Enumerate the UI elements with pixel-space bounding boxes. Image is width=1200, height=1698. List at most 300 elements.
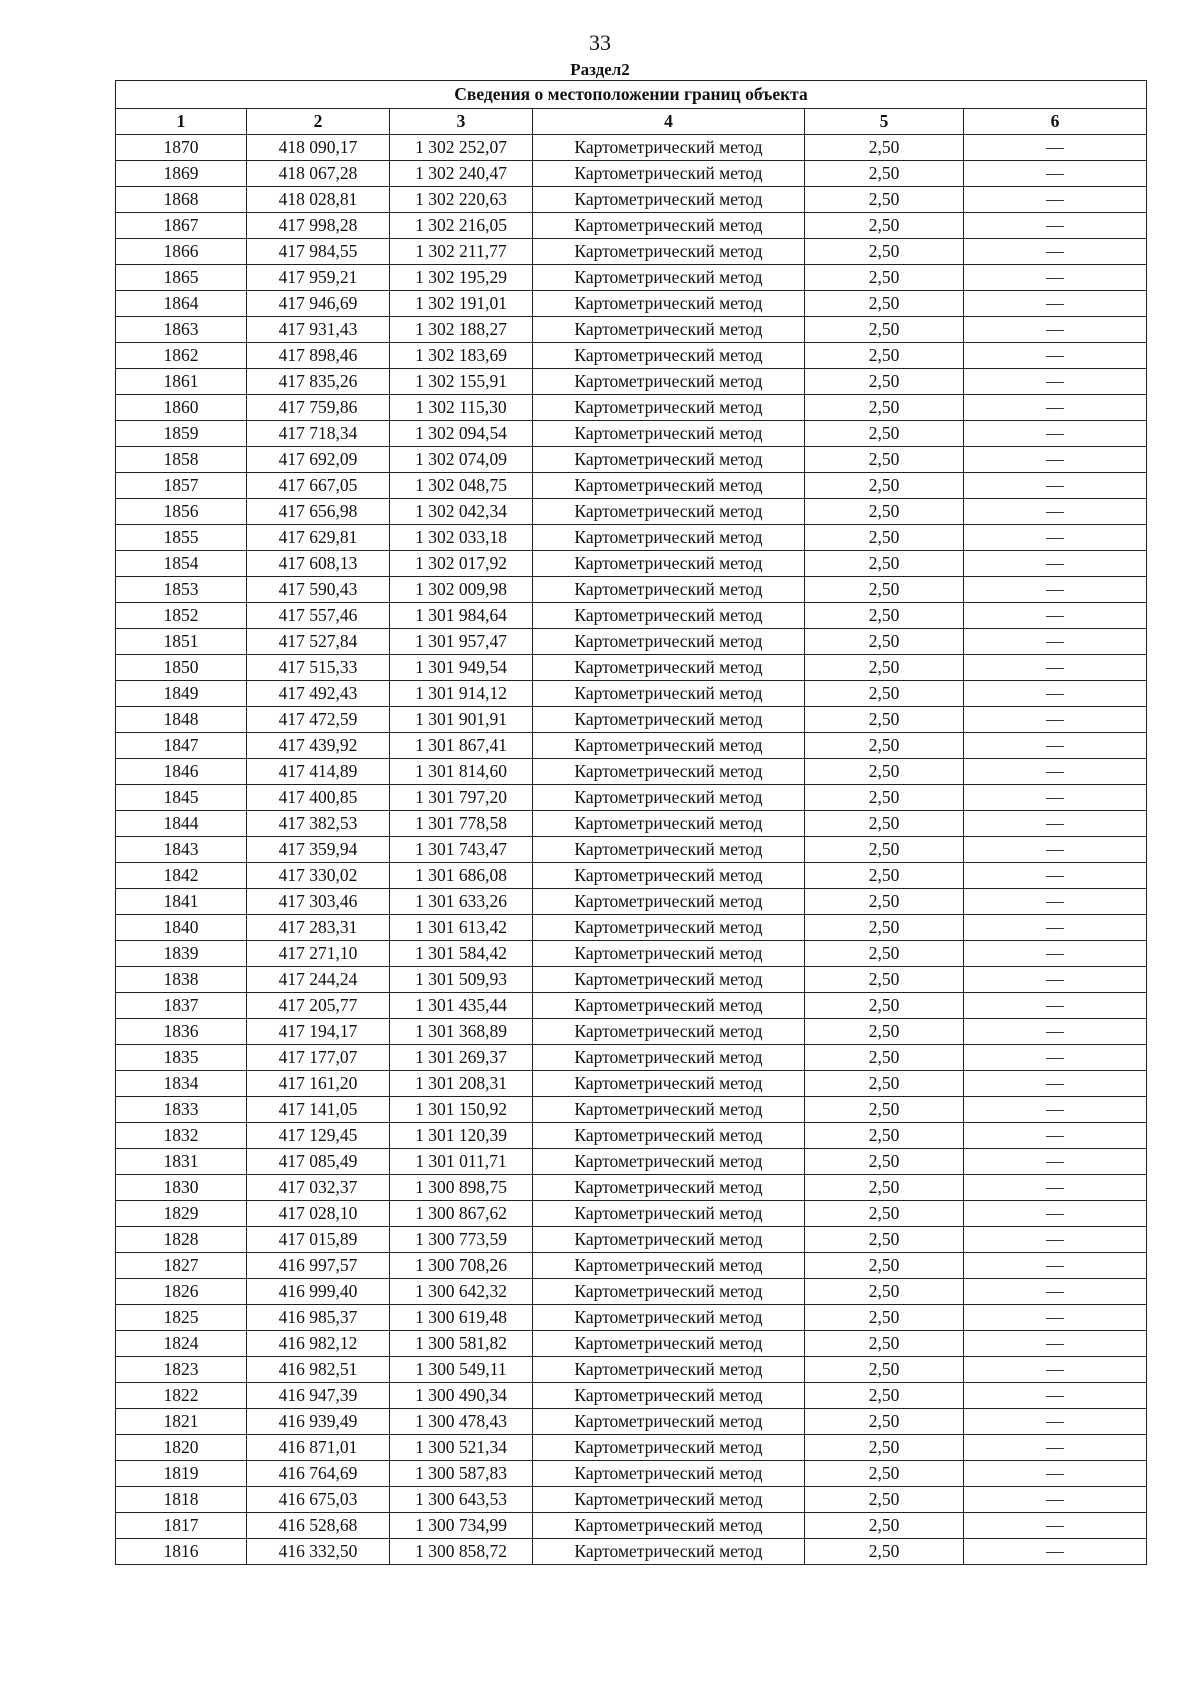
x-coordinate-cell: 417 692,09 bbox=[247, 447, 390, 473]
description-cell: — bbox=[964, 655, 1147, 681]
description-cell: — bbox=[964, 213, 1147, 239]
description-cell: — bbox=[964, 265, 1147, 291]
x-coordinate-cell: 417 959,21 bbox=[247, 265, 390, 291]
accuracy-cell: 2,50 bbox=[805, 941, 964, 967]
method-cell: Картометрический метод bbox=[533, 1019, 805, 1045]
point-number-cell: 1863 bbox=[116, 317, 247, 343]
table-row bbox=[116, 1409, 1147, 1435]
accuracy-cell: 2,50 bbox=[805, 1097, 964, 1123]
x-coordinate-cell: 417 492,43 bbox=[247, 681, 390, 707]
point-number-cell: 1819 bbox=[116, 1461, 247, 1487]
description-cell: — bbox=[964, 135, 1147, 161]
y-coordinate-cell: 1 302 048,75 bbox=[390, 473, 533, 499]
y-coordinate-cell: 1 301 867,41 bbox=[390, 733, 533, 759]
x-coordinate-cell: 417 244,24 bbox=[247, 967, 390, 993]
y-coordinate-cell: 1 300 642,32 bbox=[390, 1279, 533, 1305]
x-coordinate-cell: 417 085,49 bbox=[247, 1149, 390, 1175]
method-cell: Картометрический метод bbox=[533, 1409, 805, 1435]
method-cell: Картометрический метод bbox=[533, 265, 805, 291]
accuracy-cell: 2,50 bbox=[805, 1305, 964, 1331]
accuracy-cell: 2,50 bbox=[805, 733, 964, 759]
column-number: 5 bbox=[805, 109, 964, 135]
method-cell: Картометрический метод bbox=[533, 1331, 805, 1357]
description-cell: — bbox=[964, 785, 1147, 811]
point-number-cell: 1827 bbox=[116, 1253, 247, 1279]
point-number-cell: 1825 bbox=[116, 1305, 247, 1331]
method-cell: Картометрический метод bbox=[533, 863, 805, 889]
accuracy-cell: 2,50 bbox=[805, 1539, 964, 1565]
method-cell: Картометрический метод bbox=[533, 1461, 805, 1487]
x-coordinate-cell: 417 439,92 bbox=[247, 733, 390, 759]
y-coordinate-cell: 1 301 435,44 bbox=[390, 993, 533, 1019]
method-cell: Картометрический метод bbox=[533, 447, 805, 473]
x-coordinate-cell: 417 400,85 bbox=[247, 785, 390, 811]
column-number: 6 bbox=[964, 109, 1147, 135]
accuracy-cell: 2,50 bbox=[805, 447, 964, 473]
x-coordinate-cell: 417 330,02 bbox=[247, 863, 390, 889]
table-row bbox=[116, 369, 1147, 395]
accuracy-cell: 2,50 bbox=[805, 395, 964, 421]
description-cell: — bbox=[964, 811, 1147, 837]
method-cell: Картометрический метод bbox=[533, 1305, 805, 1331]
x-coordinate-cell: 417 590,43 bbox=[247, 577, 390, 603]
description-cell: — bbox=[964, 421, 1147, 447]
method-cell: Картометрический метод bbox=[533, 707, 805, 733]
accuracy-cell: 2,50 bbox=[805, 161, 964, 187]
method-cell: Картометрический метод bbox=[533, 1513, 805, 1539]
method-cell: Картометрический метод bbox=[533, 213, 805, 239]
point-number-cell: 1826 bbox=[116, 1279, 247, 1305]
table-row bbox=[116, 707, 1147, 733]
point-number-cell: 1861 bbox=[116, 369, 247, 395]
table-caption: Сведения о местоположении границ объекта bbox=[116, 81, 1147, 109]
y-coordinate-cell: 1 301 120,39 bbox=[390, 1123, 533, 1149]
x-coordinate-cell: 417 028,10 bbox=[247, 1201, 390, 1227]
x-coordinate-cell: 417 759,86 bbox=[247, 395, 390, 421]
description-cell: — bbox=[964, 1331, 1147, 1357]
method-cell: Картометрический метод bbox=[533, 1123, 805, 1149]
y-coordinate-cell: 1 300 478,43 bbox=[390, 1409, 533, 1435]
description-cell: — bbox=[964, 317, 1147, 343]
accuracy-cell: 2,50 bbox=[805, 1253, 964, 1279]
accuracy-cell: 2,50 bbox=[805, 1201, 964, 1227]
y-coordinate-cell: 1 302 220,63 bbox=[390, 187, 533, 213]
accuracy-cell: 2,50 bbox=[805, 577, 964, 603]
description-cell: — bbox=[964, 1071, 1147, 1097]
table-row bbox=[116, 1487, 1147, 1513]
y-coordinate-cell: 1 300 858,72 bbox=[390, 1539, 533, 1565]
x-coordinate-cell: 416 871,01 bbox=[247, 1435, 390, 1461]
method-cell: Картометрический метод bbox=[533, 1279, 805, 1305]
table-row bbox=[116, 525, 1147, 551]
table-row bbox=[116, 187, 1147, 213]
description-cell: — bbox=[964, 1201, 1147, 1227]
point-number-cell: 1822 bbox=[116, 1383, 247, 1409]
column-number-row bbox=[116, 109, 1147, 135]
point-number-cell: 1841 bbox=[116, 889, 247, 915]
y-coordinate-cell: 1 300 521,34 bbox=[390, 1435, 533, 1461]
y-coordinate-cell: 1 301 150,92 bbox=[390, 1097, 533, 1123]
x-coordinate-cell: 417 129,45 bbox=[247, 1123, 390, 1149]
x-coordinate-cell: 417 303,46 bbox=[247, 889, 390, 915]
table-row bbox=[116, 291, 1147, 317]
point-number-cell: 1830 bbox=[116, 1175, 247, 1201]
accuracy-cell: 2,50 bbox=[805, 603, 964, 629]
table-row bbox=[116, 759, 1147, 785]
description-cell: — bbox=[964, 1149, 1147, 1175]
description-cell: — bbox=[964, 447, 1147, 473]
point-number-cell: 1851 bbox=[116, 629, 247, 655]
point-number-cell: 1831 bbox=[116, 1149, 247, 1175]
point-number-cell: 1818 bbox=[116, 1487, 247, 1513]
description-cell: — bbox=[964, 1487, 1147, 1513]
table-row bbox=[116, 1461, 1147, 1487]
y-coordinate-cell: 1 300 734,99 bbox=[390, 1513, 533, 1539]
description-cell: — bbox=[964, 1539, 1147, 1565]
table-row bbox=[116, 1149, 1147, 1175]
accuracy-cell: 2,50 bbox=[805, 1019, 964, 1045]
x-coordinate-cell: 417 177,07 bbox=[247, 1045, 390, 1071]
table-row bbox=[116, 265, 1147, 291]
point-number-cell: 1844 bbox=[116, 811, 247, 837]
point-number-cell: 1868 bbox=[116, 187, 247, 213]
method-cell: Картометрический метод bbox=[533, 317, 805, 343]
description-cell: — bbox=[964, 1305, 1147, 1331]
y-coordinate-cell: 1 302 094,54 bbox=[390, 421, 533, 447]
description-cell: — bbox=[964, 1175, 1147, 1201]
accuracy-cell: 2,50 bbox=[805, 1123, 964, 1149]
description-cell: — bbox=[964, 343, 1147, 369]
y-coordinate-cell: 1 301 984,64 bbox=[390, 603, 533, 629]
description-cell: — bbox=[964, 161, 1147, 187]
accuracy-cell: 2,50 bbox=[805, 421, 964, 447]
y-coordinate-cell: 1 300 867,62 bbox=[390, 1201, 533, 1227]
point-number-cell: 1847 bbox=[116, 733, 247, 759]
method-cell: Картометрический метод bbox=[533, 187, 805, 213]
description-cell: — bbox=[964, 1409, 1147, 1435]
description-cell: — bbox=[964, 1227, 1147, 1253]
accuracy-cell: 2,50 bbox=[805, 629, 964, 655]
point-number-cell: 1864 bbox=[116, 291, 247, 317]
description-cell: — bbox=[964, 499, 1147, 525]
y-coordinate-cell: 1 302 252,07 bbox=[390, 135, 533, 161]
x-coordinate-cell: 417 629,81 bbox=[247, 525, 390, 551]
y-coordinate-cell: 1 301 208,31 bbox=[390, 1071, 533, 1097]
table-row bbox=[116, 135, 1147, 161]
point-number-cell: 1820 bbox=[116, 1435, 247, 1461]
x-coordinate-cell: 417 359,94 bbox=[247, 837, 390, 863]
x-coordinate-cell: 417 194,17 bbox=[247, 1019, 390, 1045]
x-coordinate-cell: 417 931,43 bbox=[247, 317, 390, 343]
accuracy-cell: 2,50 bbox=[805, 967, 964, 993]
point-number-cell: 1833 bbox=[116, 1097, 247, 1123]
accuracy-cell: 2,50 bbox=[805, 1357, 964, 1383]
point-number-cell: 1823 bbox=[116, 1357, 247, 1383]
y-coordinate-cell: 1 300 549,11 bbox=[390, 1357, 533, 1383]
y-coordinate-cell: 1 302 191,01 bbox=[390, 291, 533, 317]
x-coordinate-cell: 416 939,49 bbox=[247, 1409, 390, 1435]
accuracy-cell: 2,50 bbox=[805, 785, 964, 811]
y-coordinate-cell: 1 302 115,30 bbox=[390, 395, 533, 421]
x-coordinate-cell: 417 984,55 bbox=[247, 239, 390, 265]
point-number-cell: 1839 bbox=[116, 941, 247, 967]
table-row bbox=[116, 915, 1147, 941]
table-row bbox=[116, 811, 1147, 837]
y-coordinate-cell: 1 301 686,08 bbox=[390, 863, 533, 889]
description-cell: — bbox=[964, 889, 1147, 915]
description-cell: — bbox=[964, 915, 1147, 941]
accuracy-cell: 2,50 bbox=[805, 265, 964, 291]
point-number-cell: 1829 bbox=[116, 1201, 247, 1227]
accuracy-cell: 2,50 bbox=[805, 187, 964, 213]
table-row bbox=[116, 213, 1147, 239]
point-number-cell: 1867 bbox=[116, 213, 247, 239]
point-number-cell: 1848 bbox=[116, 707, 247, 733]
method-cell: Картометрический метод bbox=[533, 993, 805, 1019]
table-row bbox=[116, 889, 1147, 915]
method-cell: Картометрический метод bbox=[533, 655, 805, 681]
accuracy-cell: 2,50 bbox=[805, 343, 964, 369]
table-row bbox=[116, 863, 1147, 889]
x-coordinate-cell: 417 656,98 bbox=[247, 499, 390, 525]
y-coordinate-cell: 1 301 011,71 bbox=[390, 1149, 533, 1175]
point-number-cell: 1859 bbox=[116, 421, 247, 447]
point-number-cell: 1853 bbox=[116, 577, 247, 603]
x-coordinate-cell: 417 205,77 bbox=[247, 993, 390, 1019]
table-row bbox=[116, 473, 1147, 499]
x-coordinate-cell: 417 015,89 bbox=[247, 1227, 390, 1253]
point-number-cell: 1824 bbox=[116, 1331, 247, 1357]
x-coordinate-cell: 417 472,59 bbox=[247, 707, 390, 733]
x-coordinate-cell: 416 332,50 bbox=[247, 1539, 390, 1565]
description-cell: — bbox=[964, 759, 1147, 785]
accuracy-cell: 2,50 bbox=[805, 915, 964, 941]
accuracy-cell: 2,50 bbox=[805, 239, 964, 265]
column-number: 1 bbox=[116, 109, 247, 135]
point-number-cell: 1836 bbox=[116, 1019, 247, 1045]
point-number-cell: 1855 bbox=[116, 525, 247, 551]
y-coordinate-cell: 1 301 949,54 bbox=[390, 655, 533, 681]
point-number-cell: 1838 bbox=[116, 967, 247, 993]
method-cell: Картометрический метод bbox=[533, 1487, 805, 1513]
y-coordinate-cell: 1 300 490,34 bbox=[390, 1383, 533, 1409]
x-coordinate-cell: 417 271,10 bbox=[247, 941, 390, 967]
description-cell: — bbox=[964, 1123, 1147, 1149]
description-cell: — bbox=[964, 863, 1147, 889]
point-number-cell: 1828 bbox=[116, 1227, 247, 1253]
x-coordinate-cell: 417 141,05 bbox=[247, 1097, 390, 1123]
table-row bbox=[116, 551, 1147, 577]
table-row bbox=[116, 837, 1147, 863]
table-row bbox=[116, 421, 1147, 447]
x-coordinate-cell: 417 898,46 bbox=[247, 343, 390, 369]
accuracy-cell: 2,50 bbox=[805, 1045, 964, 1071]
x-coordinate-cell: 416 764,69 bbox=[247, 1461, 390, 1487]
x-coordinate-cell: 417 667,05 bbox=[247, 473, 390, 499]
accuracy-cell: 2,50 bbox=[805, 889, 964, 915]
table-row bbox=[116, 1383, 1147, 1409]
description-cell: — bbox=[964, 1019, 1147, 1045]
accuracy-cell: 2,50 bbox=[805, 993, 964, 1019]
table-row bbox=[116, 603, 1147, 629]
description-cell: — bbox=[964, 629, 1147, 655]
x-coordinate-cell: 416 999,40 bbox=[247, 1279, 390, 1305]
accuracy-cell: 2,50 bbox=[805, 551, 964, 577]
method-cell: Картометрический метод bbox=[533, 421, 805, 447]
point-number-cell: 1849 bbox=[116, 681, 247, 707]
y-coordinate-cell: 1 302 211,77 bbox=[390, 239, 533, 265]
table-row bbox=[116, 317, 1147, 343]
table-row bbox=[116, 1513, 1147, 1539]
column-number: 4 bbox=[533, 109, 805, 135]
y-coordinate-cell: 1 302 183,69 bbox=[390, 343, 533, 369]
x-coordinate-cell: 417 718,34 bbox=[247, 421, 390, 447]
accuracy-cell: 2,50 bbox=[805, 1331, 964, 1357]
x-coordinate-cell: 417 382,53 bbox=[247, 811, 390, 837]
method-cell: Картометрический метод bbox=[533, 629, 805, 655]
table-row bbox=[116, 785, 1147, 811]
y-coordinate-cell: 1 301 914,12 bbox=[390, 681, 533, 707]
point-number-cell: 1835 bbox=[116, 1045, 247, 1071]
point-number-cell: 1858 bbox=[116, 447, 247, 473]
y-coordinate-cell: 1 302 017,92 bbox=[390, 551, 533, 577]
y-coordinate-cell: 1 301 814,60 bbox=[390, 759, 533, 785]
y-coordinate-cell: 1 301 633,26 bbox=[390, 889, 533, 915]
description-cell: — bbox=[964, 1097, 1147, 1123]
table-row bbox=[116, 967, 1147, 993]
method-cell: Картометрический метод bbox=[533, 603, 805, 629]
point-number-cell: 1869 bbox=[116, 161, 247, 187]
description-cell: — bbox=[964, 681, 1147, 707]
description-cell: — bbox=[964, 395, 1147, 421]
description-cell: — bbox=[964, 187, 1147, 213]
y-coordinate-cell: 1 302 009,98 bbox=[390, 577, 533, 603]
point-number-cell: 1857 bbox=[116, 473, 247, 499]
table-row bbox=[116, 1279, 1147, 1305]
y-coordinate-cell: 1 302 033,18 bbox=[390, 525, 533, 551]
method-cell: Картометрический метод bbox=[533, 291, 805, 317]
table-row bbox=[116, 655, 1147, 681]
accuracy-cell: 2,50 bbox=[805, 1071, 964, 1097]
accuracy-cell: 2,50 bbox=[805, 1487, 964, 1513]
method-cell: Картометрический метод bbox=[533, 343, 805, 369]
table-row bbox=[116, 681, 1147, 707]
method-cell: Картометрический метод bbox=[533, 1097, 805, 1123]
table-row bbox=[116, 1331, 1147, 1357]
accuracy-cell: 2,50 bbox=[805, 317, 964, 343]
accuracy-cell: 2,50 bbox=[805, 473, 964, 499]
table-row bbox=[116, 941, 1147, 967]
accuracy-cell: 2,50 bbox=[805, 1227, 964, 1253]
method-cell: Картометрический метод bbox=[533, 1253, 805, 1279]
table-row bbox=[116, 395, 1147, 421]
accuracy-cell: 2,50 bbox=[805, 213, 964, 239]
table-row bbox=[116, 993, 1147, 1019]
y-coordinate-cell: 1 300 708,26 bbox=[390, 1253, 533, 1279]
y-coordinate-cell: 1 300 773,59 bbox=[390, 1227, 533, 1253]
method-cell: Картометрический метод bbox=[533, 135, 805, 161]
method-cell: Картометрический метод bbox=[533, 577, 805, 603]
method-cell: Картометрический метод bbox=[533, 785, 805, 811]
method-cell: Картометрический метод bbox=[533, 1539, 805, 1565]
y-coordinate-cell: 1 301 613,42 bbox=[390, 915, 533, 941]
method-cell: Картометрический метод bbox=[533, 941, 805, 967]
description-cell: — bbox=[964, 291, 1147, 317]
y-coordinate-cell: 1 302 042,34 bbox=[390, 499, 533, 525]
method-cell: Картометрический метод bbox=[533, 1227, 805, 1253]
y-coordinate-cell: 1 300 898,75 bbox=[390, 1175, 533, 1201]
method-cell: Картометрический метод bbox=[533, 1383, 805, 1409]
x-coordinate-cell: 418 090,17 bbox=[247, 135, 390, 161]
page-number: 33 bbox=[589, 30, 611, 55]
y-coordinate-cell: 1 301 509,93 bbox=[390, 967, 533, 993]
y-coordinate-cell: 1 300 619,48 bbox=[390, 1305, 533, 1331]
description-cell: — bbox=[964, 525, 1147, 551]
description-cell: — bbox=[964, 941, 1147, 967]
x-coordinate-cell: 417 161,20 bbox=[247, 1071, 390, 1097]
description-cell: — bbox=[964, 707, 1147, 733]
table-row bbox=[116, 1357, 1147, 1383]
method-cell: Картометрический метод bbox=[533, 395, 805, 421]
point-number-cell: 1852 bbox=[116, 603, 247, 629]
column-number: 3 bbox=[390, 109, 533, 135]
y-coordinate-cell: 1 301 584,42 bbox=[390, 941, 533, 967]
point-number-cell: 1862 bbox=[116, 343, 247, 369]
x-coordinate-cell: 417 835,26 bbox=[247, 369, 390, 395]
accuracy-cell: 2,50 bbox=[805, 707, 964, 733]
y-coordinate-cell: 1 302 155,91 bbox=[390, 369, 533, 395]
point-number-cell: 1856 bbox=[116, 499, 247, 525]
table-caption-row bbox=[116, 81, 1147, 109]
table-row bbox=[116, 1435, 1147, 1461]
x-coordinate-cell: 417 527,84 bbox=[247, 629, 390, 655]
method-cell: Картометрический метод bbox=[533, 239, 805, 265]
method-cell: Картометрический метод bbox=[533, 473, 805, 499]
y-coordinate-cell: 1 301 778,58 bbox=[390, 811, 533, 837]
accuracy-cell: 2,50 bbox=[805, 837, 964, 863]
point-number-cell: 1843 bbox=[116, 837, 247, 863]
description-cell: — bbox=[964, 993, 1147, 1019]
y-coordinate-cell: 1 300 581,82 bbox=[390, 1331, 533, 1357]
description-cell: — bbox=[964, 733, 1147, 759]
y-coordinate-cell: 1 301 901,91 bbox=[390, 707, 533, 733]
method-cell: Картометрический метод bbox=[533, 759, 805, 785]
table-row bbox=[116, 1175, 1147, 1201]
description-cell: — bbox=[964, 473, 1147, 499]
x-coordinate-cell: 416 982,51 bbox=[247, 1357, 390, 1383]
table-body bbox=[116, 135, 1147, 1565]
x-coordinate-cell: 418 028,81 bbox=[247, 187, 390, 213]
description-cell: — bbox=[964, 369, 1147, 395]
point-number-cell: 1834 bbox=[116, 1071, 247, 1097]
description-cell: — bbox=[964, 1461, 1147, 1487]
x-coordinate-cell: 417 608,13 bbox=[247, 551, 390, 577]
point-number-cell: 1850 bbox=[116, 655, 247, 681]
accuracy-cell: 2,50 bbox=[805, 525, 964, 551]
accuracy-cell: 2,50 bbox=[805, 1513, 964, 1539]
description-cell: — bbox=[964, 1513, 1147, 1539]
method-cell: Картометрический метод bbox=[533, 811, 805, 837]
description-cell: — bbox=[964, 967, 1147, 993]
table-row bbox=[116, 1071, 1147, 1097]
accuracy-cell: 2,50 bbox=[805, 369, 964, 395]
point-number-cell: 1845 bbox=[116, 785, 247, 811]
x-coordinate-cell: 417 414,89 bbox=[247, 759, 390, 785]
y-coordinate-cell: 1 302 216,05 bbox=[390, 213, 533, 239]
table-row bbox=[116, 447, 1147, 473]
table-row bbox=[116, 1305, 1147, 1331]
method-cell: Картометрический метод bbox=[533, 837, 805, 863]
